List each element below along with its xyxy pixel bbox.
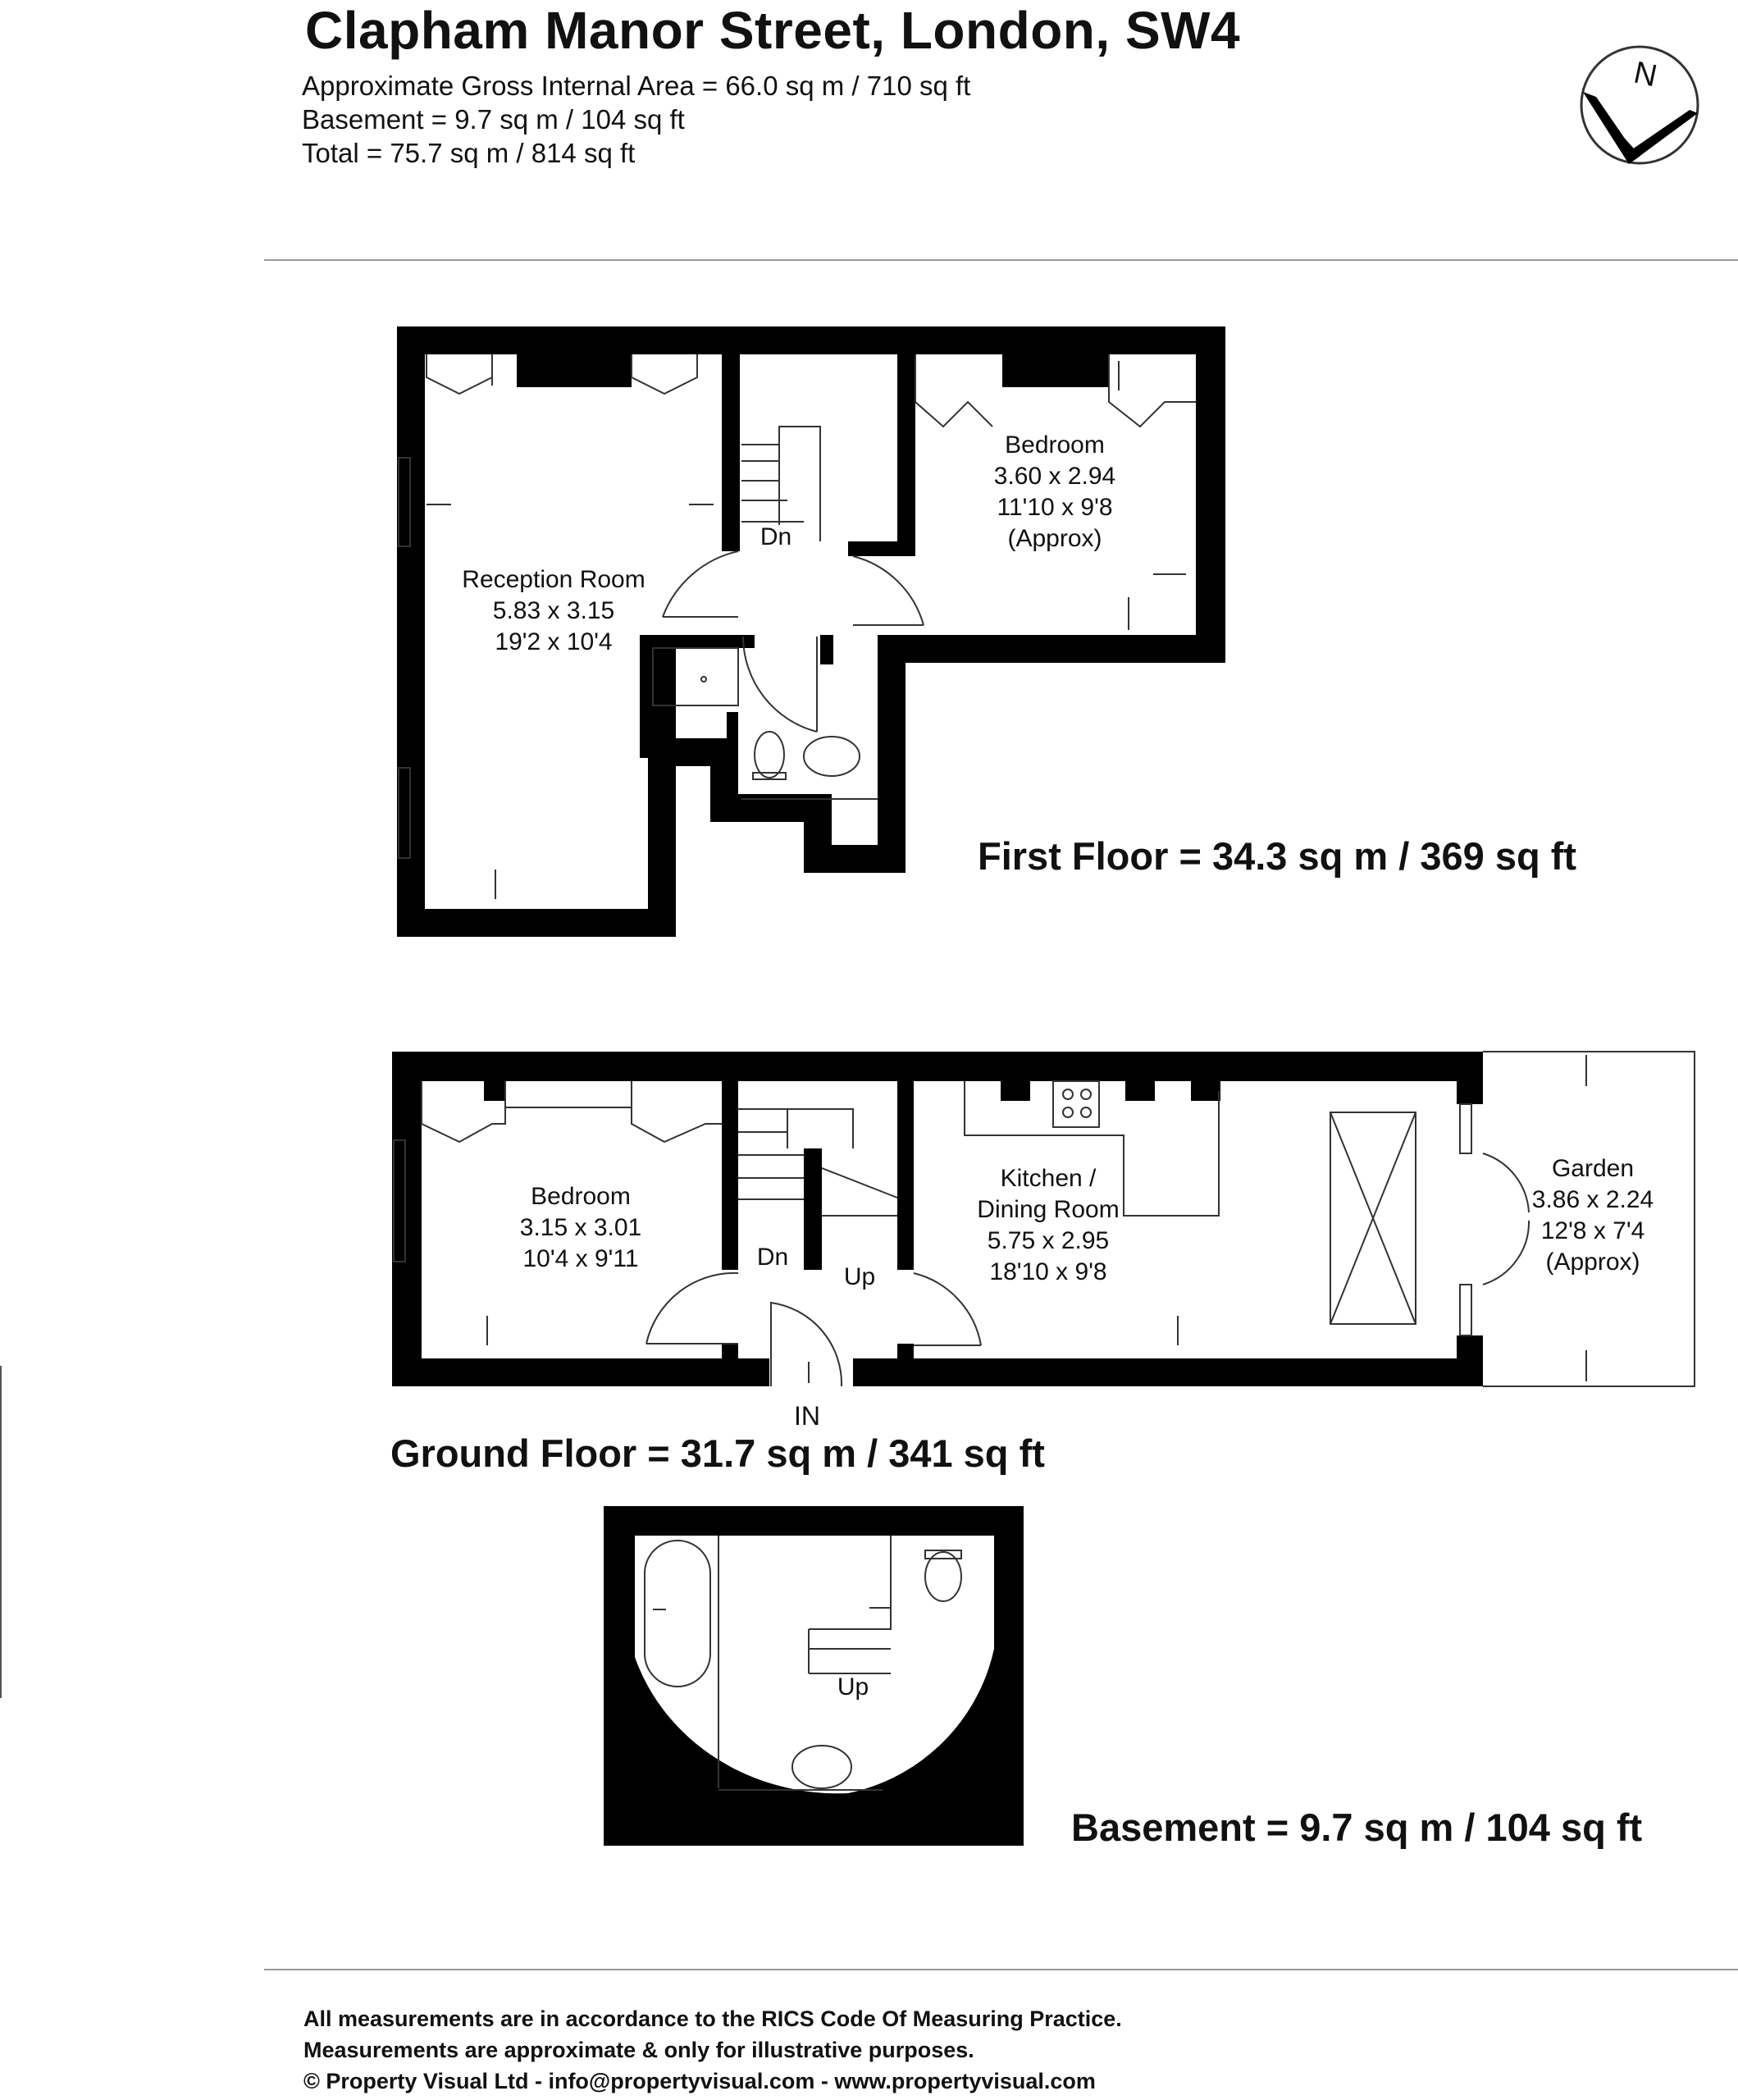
- dining-name: Dining Room: [977, 1196, 1120, 1223]
- first-floor-bedroom-label: [994, 430, 1115, 555]
- footer-line-3: © Property Visual Ltd - info@propertyvisual.com - www.propertyvisual.com: [303, 2069, 1096, 2093]
- bedroom-name: Bedroom: [531, 1183, 631, 1210]
- page-title: Clapham Manor Street, London, SW4: [305, 1, 1241, 60]
- garden-note: (Approx): [1545, 1249, 1640, 1276]
- basement-stairs-label: Up: [837, 1673, 869, 1701]
- footer-line-2: Measurements are approximate & only for illustrative purposes.: [303, 2038, 974, 2062]
- kitchen-metric: 5.75 x 2.95: [987, 1227, 1110, 1254]
- reception-room-label: [462, 564, 645, 658]
- ground-floor-bedroom-label: [520, 1181, 641, 1275]
- compass-north-label: N: [1631, 55, 1660, 94]
- first-floor-stairs-label: Dn: [760, 523, 792, 550]
- garden-name: Garden: [1551, 1155, 1635, 1182]
- kitchen-dining-label: [977, 1163, 1119, 1288]
- header-divider: [264, 259, 1738, 261]
- bedroom-imperial: 10'4 x 9'11: [522, 1245, 639, 1272]
- basement-area-text: Basement = 9.7 sq m / 104 sq ft: [302, 104, 685, 135]
- reception-room-metric: 5.83 x 3.15: [492, 597, 615, 624]
- kitchen-name: Kitchen /: [1000, 1165, 1097, 1192]
- ground-stairs-down-label: Dn: [756, 1244, 789, 1271]
- total-area-text: Total = 75.7 sq m / 814 sq ft: [302, 138, 636, 168]
- garden-imperial: 12'8 x 7'4: [1540, 1217, 1645, 1244]
- gross-area-text: Approximate Gross Internal Area = 66.0 sq m / 710 sq ft: [302, 71, 971, 101]
- reception-room-imperial: 19'2 x 10'4: [495, 628, 613, 655]
- bedroom-imperial: 11'10 x 9'8: [997, 494, 1113, 521]
- left-edge-mark: [0, 1366, 2, 1698]
- entrance-label: IN: [794, 1401, 820, 1431]
- ground-stairs-up-label: Up: [843, 1263, 876, 1290]
- garden-label: [1532, 1153, 1654, 1278]
- basement-area: Basement = 9.7 sq m / 104 sq ft: [1071, 1806, 1643, 1849]
- ground-floor-area: Ground Floor = 31.7 sq m / 341 sq ft: [390, 1431, 1045, 1475]
- kitchen-imperial: 18'10 x 9'8: [989, 1258, 1107, 1285]
- garden-metric: 3.86 x 2.24: [1531, 1186, 1654, 1213]
- first-floor-area: First Floor = 34.3 sq m / 369 sq ft: [978, 834, 1577, 878]
- bedroom-note: (Approx): [1007, 525, 1102, 552]
- bedroom-name: Bedroom: [1005, 431, 1105, 459]
- reception-room-name: Reception Room: [462, 566, 645, 593]
- footer-line-1: All measurements are in accordance to the RICS Code Of Measuring Practice.: [303, 2006, 1122, 2031]
- bedroom-metric: 3.15 x 3.01: [519, 1214, 642, 1241]
- bedroom-metric: 3.60 x 2.94: [993, 463, 1116, 490]
- footer-divider: [264, 1969, 1738, 1970]
